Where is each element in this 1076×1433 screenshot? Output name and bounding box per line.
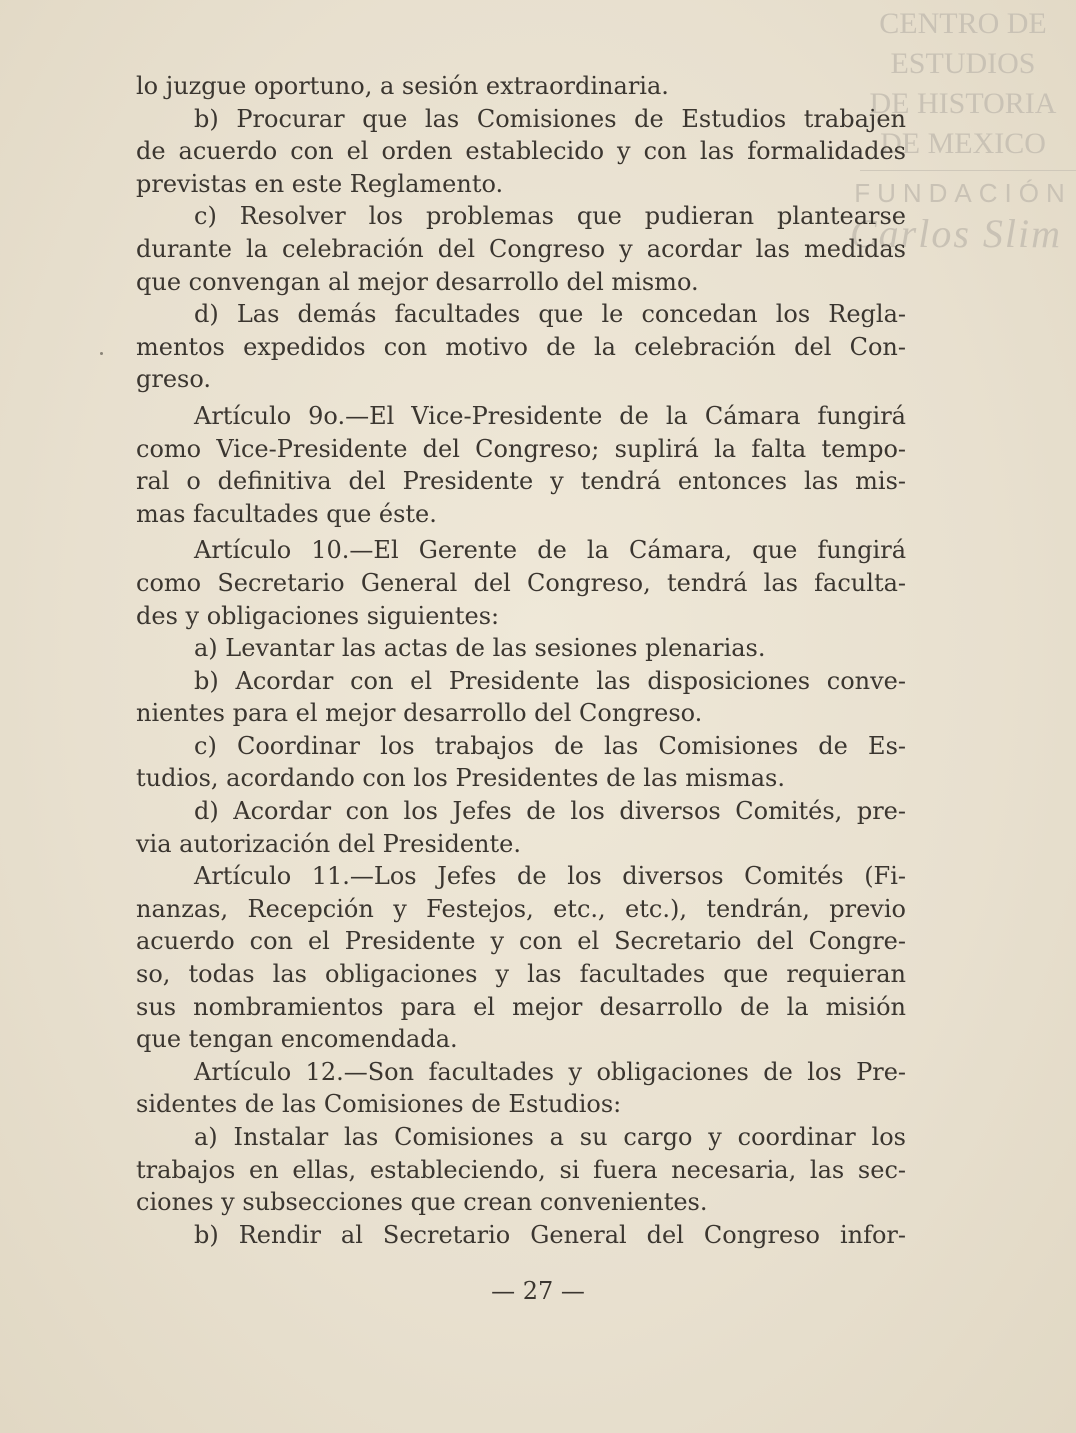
text-line: como Vice-Presidente del Congreso; suplirá la falta tempo- — [136, 434, 906, 463]
article-heading-line: Artículo 12.—Son facultades y obligaciones de los Pre- — [194, 1057, 906, 1086]
text-line: sidentes de las Comisiones de Estudios: — [136, 1090, 622, 1119]
margin-speck — [100, 352, 103, 355]
text-line: mentos expedidos con motivo de la celebración del Con- — [136, 332, 906, 361]
text-line: nanzas, Recepción y Festejos, etc., etc.), tendrán, previo — [136, 894, 906, 923]
text-line: como Secretario General del Congreso, tendrá las faculta- — [136, 568, 906, 597]
text-line: c) Resolver los problemas que pudieran plantearse — [194, 202, 906, 231]
text-line: mas facultades que éste. — [136, 499, 437, 528]
text-line: a) Levantar las actas de las sesiones plenarias. — [194, 634, 766, 663]
article-heading-line: Artículo 9o.—El Vice-Presidente de la Cámara fungirá — [194, 401, 906, 430]
text-line: so, todas las obligaciones y las facultades que requieran — [136, 960, 906, 989]
text-line: b) Acordar con el Presidente las disposiciones conve- — [194, 666, 906, 695]
text-line: de acuerdo con el orden establecido y con las formalidades — [136, 137, 906, 166]
watermark-line: DE MEXICO — [880, 127, 1046, 160]
text-line: d) Las demás facultades que le concedan los Regla- — [194, 300, 906, 329]
article-heading-line: Artículo 10.—El Gerente de la Cámara, que fungirá — [194, 536, 906, 565]
text-line: durante la celebración del Congreso y acordar las medidas — [136, 234, 906, 263]
article-heading-line: Artículo 11.—Los Jefes de los diversos Comités (Fi- — [194, 862, 906, 891]
text-line: ciones y subsecciones que crean convenientes. — [136, 1188, 708, 1217]
watermark-line: CENTRO DE — [879, 7, 1047, 40]
text-line: que tengan encomendada. — [136, 1025, 458, 1054]
watermark-line: DE HISTORIA — [869, 87, 1057, 120]
watermark-line: ESTUDIOS — [890, 47, 1036, 80]
text-line: b) Rendir al Secretario General del Congreso infor- — [194, 1220, 906, 1249]
text-line: via autorización del Presidente. — [136, 829, 521, 858]
text-line: acuerdo con el Presidente y con el Secretario del Congre- — [136, 927, 906, 956]
text-line: b) Procurar que las Comisiones de Estudios trabajen — [194, 104, 906, 133]
watermark-foundation: FUNDACIÓN — [854, 178, 1072, 208]
body-text — [136, 70, 906, 1251]
text-line: d) Acordar con los Jefes de los diversos Comités, pre- — [194, 797, 906, 826]
text-line: previstas en este Reglamento. — [136, 169, 504, 198]
text-line: nientes para el mejor desarrollo del Congreso. — [136, 699, 703, 728]
text-line: ral o definitiva del Presidente y tendrá entonces las mis- — [136, 467, 906, 496]
text-line: sus nombramientos para el mejor desarrollo de la misión — [136, 992, 906, 1021]
page-number: — 27 — — [491, 1277, 585, 1305]
watermark-signature: Carlos Slim — [849, 211, 1063, 256]
text-line: lo juzgue oportuno, a sesión extraordinaria. — [136, 72, 669, 100]
text-line: trabajos en ellas, estableciendo, si fuera necesaria, las sec- — [136, 1155, 906, 1184]
text-line: tudios, acordando con los Presidentes de las mismas. — [136, 764, 785, 793]
text-line: greso. — [136, 365, 212, 394]
text-line: que convengan al mejor desarrollo del mismo. — [136, 267, 699, 296]
text-line: des y obligaciones siguientes: — [136, 601, 500, 630]
text-line: a) Instalar las Comisiones a su cargo y coordinar los — [194, 1123, 906, 1151]
text-line: c) Coordinar los trabajos de las Comisiones de Es- — [194, 731, 906, 760]
